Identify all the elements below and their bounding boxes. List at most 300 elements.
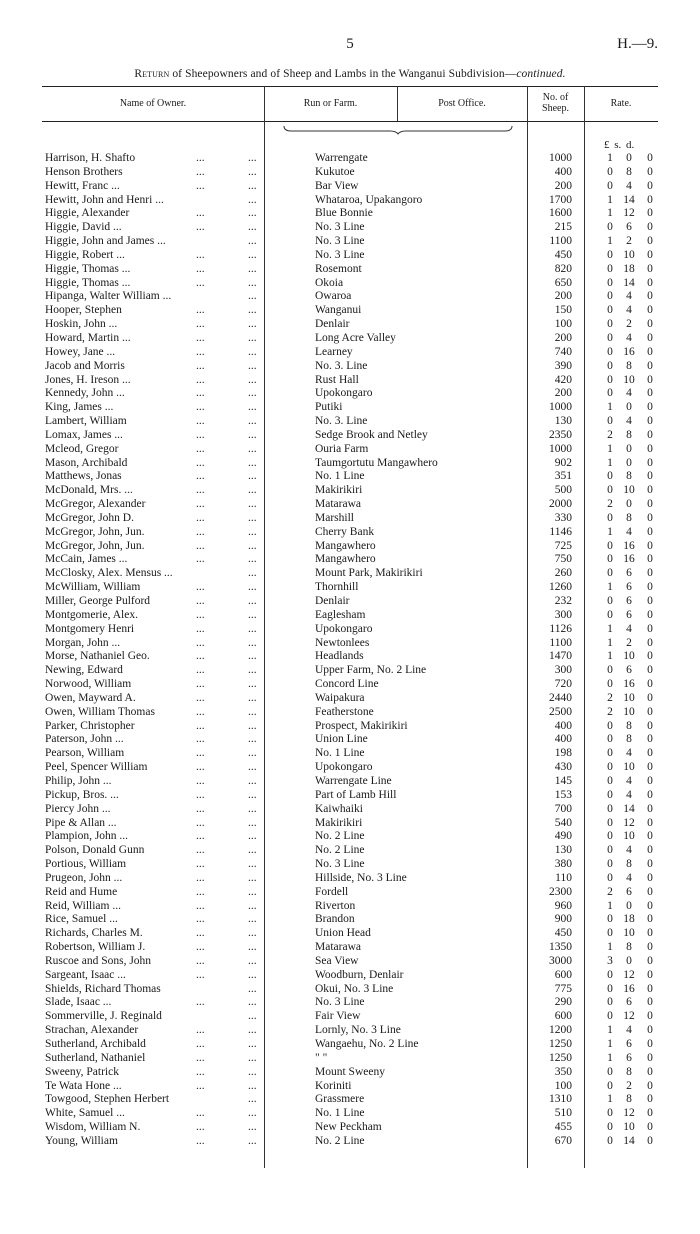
sheep-count: 430 [554, 761, 572, 774]
leader-dots: ... [248, 650, 257, 663]
sheep-count: 215 [554, 221, 572, 234]
header-name-of-owner: Name of Owner. [119, 98, 187, 109]
rate-pounds: 0 [607, 262, 613, 275]
run-or-farm: No. 3 Line [315, 858, 365, 871]
rate-pounds: 0 [607, 304, 613, 317]
leader-dots: ... [196, 276, 205, 289]
owner-name: Richards, Charles M. [45, 927, 143, 940]
owner-name: Portious, William [45, 858, 127, 871]
table-row [0, 318, 700, 332]
rate-pence: 0 [647, 207, 653, 220]
title-smallcaps: Return [134, 68, 170, 80]
rate-shillings: 18 [623, 262, 635, 275]
rate-pence: 0 [647, 774, 653, 787]
run-or-farm: Warrengate [315, 152, 368, 164]
table-row [0, 290, 700, 304]
run-or-farm: No. 1 Line [315, 747, 365, 760]
rate-pounds: 0 [607, 179, 613, 192]
rate-shillings: 4 [626, 622, 632, 635]
rate-shillings: 0 [626, 456, 632, 469]
sheep-count: 200 [554, 387, 572, 400]
table-row [0, 429, 700, 443]
sheep-count: 1100 [549, 636, 572, 649]
leader-dots: ... [248, 331, 257, 344]
leader-dots: ... [196, 1051, 205, 1064]
owner-name: Sargeant, Isaac ... [45, 968, 126, 981]
rate-shillings: 0 [626, 152, 632, 164]
run-or-farm: No. 1 Line [315, 470, 365, 483]
sheep-count: 198 [554, 747, 572, 760]
rate-pounds: 1 [607, 456, 613, 469]
table-row [0, 180, 700, 194]
owner-name: Higgie, John and James ... [45, 235, 166, 248]
sheep-count: 725 [554, 539, 572, 552]
table-row [0, 844, 700, 858]
owner-name: Plampion, John ... [45, 830, 129, 843]
leader-dots: ... [196, 719, 205, 732]
leader-dots: ... [196, 788, 205, 801]
rate-pounds: 1 [607, 581, 613, 594]
table-row [0, 789, 700, 803]
leader-dots: ... [248, 193, 257, 206]
header-bottom-rule [42, 121, 658, 122]
rate-pence: 0 [647, 304, 653, 317]
run-or-farm: No. 3 Line [315, 221, 365, 234]
sheep-count: 1350 [549, 941, 572, 954]
leader-dots: ... [196, 636, 205, 649]
header-top-rule [42, 86, 658, 87]
leader-dots: ... [196, 221, 205, 234]
rate-pence: 0 [647, 941, 653, 954]
leader-dots: ... [248, 719, 257, 732]
rate-pounds: 0 [607, 774, 613, 787]
rate-shillings: 12 [623, 1010, 635, 1023]
owner-name: Slade, Isaac ... [45, 996, 112, 1009]
sheep-count: 200 [554, 290, 572, 303]
leader-dots: ... [248, 941, 257, 954]
table-row [0, 1024, 700, 1038]
leader-dots: ... [248, 664, 257, 677]
sheep-count: 260 [554, 567, 572, 580]
leader-dots: ... [196, 525, 205, 538]
rate-pounds: 0 [607, 1134, 613, 1147]
rate-pence: 0 [647, 913, 653, 926]
leader-dots: ... [196, 415, 205, 428]
rate-pence: 0 [647, 373, 653, 386]
run-or-farm: No. 2 Line [315, 1134, 365, 1147]
run-or-farm: No. 3 Line [315, 248, 365, 261]
leader-dots: ... [248, 968, 257, 981]
sheep-count: 490 [554, 830, 572, 843]
rate-shillings: 16 [623, 678, 635, 691]
owner-name: Higgie, David ... [45, 221, 122, 234]
run-or-farm: Upokongaro [315, 761, 373, 774]
sheep-count: 750 [554, 553, 572, 566]
table-row [0, 332, 700, 346]
run-or-farm: Prospect, Makirikiri [315, 719, 408, 732]
rate-pounds: 0 [607, 221, 613, 234]
sheep-count: 700 [554, 802, 572, 815]
table-row [0, 235, 700, 249]
owner-name: Hewitt, Franc ... [45, 179, 120, 192]
rate-pence: 0 [647, 788, 653, 801]
sheep-count: 100 [554, 1079, 572, 1092]
sheep-count: 1260 [549, 581, 572, 594]
owner-name: White, Samuel ... [45, 1107, 125, 1120]
owner-name: Jones, H. Ireson ... [45, 373, 131, 386]
rate-pounds: 0 [607, 511, 613, 524]
leader-dots: ... [196, 899, 205, 912]
rate-pence: 0 [647, 871, 653, 884]
unit-pounds: £ [604, 139, 610, 151]
run-or-farm: No. 1 Line [315, 1107, 365, 1120]
rate-pounds: 1 [607, 899, 613, 912]
leader-dots: ... [196, 608, 205, 621]
rate-shillings: 8 [626, 1093, 632, 1106]
rate-pence: 0 [647, 442, 653, 455]
owner-name: Sommerville, J. Reginald [45, 1010, 162, 1023]
sheep-count: 420 [554, 373, 572, 386]
rate-pounds: 0 [607, 345, 613, 358]
leader-dots: ... [248, 373, 257, 386]
rate-pounds: 0 [607, 1065, 613, 1078]
rate-pounds: 0 [607, 415, 613, 428]
leader-dots: ... [196, 996, 205, 1009]
rate-pence: 0 [647, 456, 653, 469]
sheep-count: 400 [554, 719, 572, 732]
leader-dots: ... [196, 747, 205, 760]
table-row [0, 983, 700, 997]
rate-pence: 0 [647, 816, 653, 829]
rate-shillings: 16 [623, 539, 635, 552]
leader-dots: ... [196, 885, 205, 898]
table-row [0, 1038, 700, 1052]
owner-name: Te Wata Hone ... [45, 1079, 122, 1092]
rate-shillings: 8 [626, 470, 632, 483]
table-row [0, 969, 700, 983]
run-or-farm: Union Head [315, 927, 371, 940]
leader-dots: ... [248, 927, 257, 940]
rate-shillings: 16 [623, 553, 635, 566]
leader-dots: ... [248, 622, 257, 635]
owner-name: Mcleod, Gregor [45, 442, 119, 455]
rate-pounds: 0 [607, 664, 613, 677]
rate-shillings: 0 [626, 401, 632, 414]
unit-pence: d. [626, 139, 635, 151]
leader-dots: ... [248, 553, 257, 566]
run-or-farm: Koriniti [315, 1079, 352, 1092]
sheep-count: 350 [554, 1065, 572, 1078]
run-or-farm: Denlair [315, 595, 350, 607]
run-or-farm: Learney [315, 345, 353, 358]
leader-dots: ... [248, 595, 257, 607]
owner-name: Montgomery Henri [45, 622, 135, 635]
sheep-count: 200 [554, 331, 572, 344]
sheep-count: 1310 [549, 1093, 572, 1106]
rate-pounds: 0 [607, 318, 613, 331]
rate-pence: 0 [647, 705, 653, 718]
leader-dots: ... [248, 802, 257, 815]
leader-dots: ... [248, 359, 257, 372]
rate-shillings: 14 [623, 1134, 635, 1147]
header-rate: Rate. [610, 98, 632, 109]
leader-dots: ... [248, 844, 257, 857]
rate-pence: 0 [647, 719, 653, 732]
sheep-count: 300 [554, 664, 572, 677]
rate-pounds: 0 [607, 553, 613, 566]
rate-pence: 0 [647, 996, 653, 1009]
owner-name: Kennedy, John ... [45, 387, 125, 400]
run-or-farm: Cherry Bank [315, 525, 375, 538]
rate-pence: 0 [647, 1038, 653, 1050]
rate-pounds: 1 [607, 1038, 613, 1050]
header-post-office: Post Office. [438, 98, 486, 109]
run-or-farm: Kukutoe [315, 165, 355, 178]
sheep-count: 902 [554, 456, 572, 469]
header-sheep-line1: No. of [542, 92, 569, 103]
sheep-count: 400 [554, 733, 572, 746]
rate-units [604, 139, 634, 151]
rate-shillings: 8 [626, 719, 632, 732]
rate-pence: 0 [647, 484, 653, 497]
run-or-farm: Okui, No. 3 Line [315, 982, 394, 995]
run-or-farm: Featherstone [315, 705, 374, 718]
owner-name: Paterson, John ... [45, 733, 124, 746]
table-row [0, 1080, 700, 1094]
rate-shillings: 2 [626, 636, 632, 649]
document-title [0, 68, 700, 80]
owner-name: Norwood, William [45, 678, 132, 691]
owner-name: Lambert, William [45, 415, 127, 428]
rate-pence: 0 [647, 248, 653, 261]
leader-dots: ... [248, 1010, 257, 1023]
sheep-count: 740 [554, 345, 572, 358]
rate-pence: 0 [647, 1010, 653, 1023]
rate-pence: 0 [647, 428, 653, 441]
rate-pence: 0 [647, 1024, 653, 1037]
leader-dots: ... [196, 927, 205, 940]
run-or-farm: Lornly, No. 3 Line [315, 1024, 401, 1037]
leader-dots: ... [196, 401, 205, 414]
leader-dots: ... [196, 664, 205, 677]
owner-name: Owen, William Thomas [45, 705, 155, 718]
sheep-count: 1000 [549, 442, 572, 455]
sheep-count: 900 [554, 913, 572, 926]
run-or-farm: Rosemont [315, 262, 362, 275]
sheep-count: 600 [554, 968, 572, 981]
rate-shillings: 8 [626, 858, 632, 871]
owner-name: Montgomerie, Alex. [45, 608, 138, 621]
leader-dots: ... [248, 525, 257, 538]
rate-pence: 0 [647, 650, 653, 663]
sheep-count: 1470 [549, 650, 572, 663]
owner-name: Morse, Nathaniel Geo. [45, 650, 150, 663]
rate-pounds: 0 [607, 484, 613, 497]
run-or-farm: Wangaehu, No. 2 Line [315, 1038, 419, 1050]
header-sheep-line2: Sheep. [542, 103, 569, 114]
owner-name: Henson Brothers [45, 165, 123, 178]
sheep-count: 130 [554, 844, 572, 857]
owner-name: Young, William [45, 1134, 118, 1147]
rate-pence: 0 [647, 927, 653, 940]
table-row [0, 166, 700, 180]
leader-dots: ... [196, 304, 205, 317]
run-or-farm: Makirikiri [315, 816, 363, 829]
owner-name: Pickup, Bros. ... [45, 788, 119, 801]
leader-dots: ... [248, 387, 257, 400]
rate-shillings: 8 [626, 1065, 632, 1078]
rate-pence: 0 [647, 1107, 653, 1120]
owner-name: Hoskin, John ... [45, 318, 118, 331]
leader-dots: ... [196, 207, 205, 220]
rate-shillings: 2 [626, 1079, 632, 1092]
owner-name: Ruscoe and Sons, John [45, 954, 152, 967]
rate-pence: 0 [647, 165, 653, 178]
rate-pence: 0 [647, 1134, 653, 1147]
owner-name: Newing, Edward [45, 664, 123, 677]
leader-dots: ... [248, 415, 257, 428]
leader-dots: ... [196, 539, 205, 552]
rate-pence: 0 [647, 595, 653, 607]
owner-name: McGregor, Alexander [45, 498, 146, 511]
owner-name: McGregor, John, Jun. [45, 525, 145, 538]
rate-pence: 0 [647, 567, 653, 580]
leader-dots: ... [248, 636, 257, 649]
sheep-count: 200 [554, 179, 572, 192]
rate-pence: 0 [647, 761, 653, 774]
leader-dots: ... [248, 179, 257, 192]
rate-pence: 0 [647, 982, 653, 995]
leader-dots: ... [196, 470, 205, 483]
owner-name: Higgie, Alexander [45, 207, 130, 220]
table-row [0, 678, 700, 692]
rate-shillings: 0 [626, 899, 632, 912]
rate-pence: 0 [647, 193, 653, 206]
rate-pounds: 0 [607, 996, 613, 1009]
table-row [0, 152, 700, 166]
leader-dots: ... [196, 428, 205, 441]
owner-table-body [0, 152, 700, 1149]
run-or-farm: Matarawa [315, 498, 361, 511]
table-row [0, 913, 700, 927]
rate-shillings: 10 [623, 1121, 635, 1134]
leader-dots: ... [196, 442, 205, 455]
owner-name: Howard, Martin ... [45, 331, 131, 344]
rate-pounds: 0 [607, 595, 613, 607]
rate-pounds: 0 [607, 608, 613, 621]
rate-pounds: 2 [607, 885, 613, 898]
rate-shillings: 4 [626, 1024, 632, 1037]
rate-pence: 0 [647, 844, 653, 857]
run-or-farm: Makirikiri [315, 484, 363, 497]
rate-pence: 0 [647, 1051, 653, 1064]
table-row [0, 415, 700, 429]
leader-dots: ... [248, 456, 257, 469]
leader-dots: ... [196, 954, 205, 967]
table-row [0, 664, 700, 678]
rate-shillings: 4 [626, 331, 632, 344]
rate-pence: 0 [647, 525, 653, 538]
leader-dots: ... [248, 1065, 257, 1078]
rate-pounds: 0 [607, 871, 613, 884]
leader-dots: ... [196, 387, 205, 400]
table-row [0, 775, 700, 789]
rate-pounds: 0 [607, 858, 613, 871]
leader-dots: ... [248, 539, 257, 552]
leader-dots: ... [196, 262, 205, 275]
sheep-count: 2350 [549, 428, 572, 441]
rate-shillings: 16 [623, 982, 635, 995]
owner-name: Reid, William ... [45, 899, 121, 912]
leader-dots: ... [196, 456, 205, 469]
run-or-farm: Thornhill [315, 581, 359, 594]
leader-dots: ... [248, 885, 257, 898]
sheep-count: 330 [554, 511, 572, 524]
leader-dots: ... [248, 691, 257, 704]
sheep-count: 390 [554, 359, 572, 372]
leader-dots: ... [248, 276, 257, 289]
leader-dots: ... [248, 747, 257, 760]
run-or-farm: No. 3. Line [315, 359, 368, 372]
rate-pence: 0 [647, 415, 653, 428]
owner-name: McDonald, Mrs. ... [45, 484, 133, 497]
leader-dots: ... [196, 179, 205, 192]
owner-name: Philip, John ... [45, 774, 112, 787]
leader-dots: ... [196, 816, 205, 829]
leader-dots: ... [196, 622, 205, 635]
rate-pounds: 0 [607, 733, 613, 746]
rate-pence: 0 [647, 511, 653, 524]
rate-shillings: 8 [626, 359, 632, 372]
leader-dots: ... [196, 318, 205, 331]
leader-dots: ... [196, 802, 205, 815]
run-or-farm: Taumgortutu Mangawhero [315, 456, 438, 469]
rate-pounds: 0 [607, 165, 613, 178]
sheep-count: 510 [554, 1107, 572, 1120]
rate-shillings: 8 [626, 733, 632, 746]
leader-dots: ... [196, 733, 205, 746]
table-row [0, 1010, 700, 1024]
rate-shillings: 4 [626, 525, 632, 538]
leader-dots: ... [248, 221, 257, 234]
owner-name: Prugeon, John ... [45, 871, 123, 884]
rate-pounds: 0 [607, 830, 613, 843]
table-row [0, 941, 700, 955]
owner-name: Shields, Richard Thomas [45, 982, 161, 995]
run-or-farm: Denlair [315, 318, 350, 331]
rate-shillings: 4 [626, 415, 632, 428]
owner-name: Sutherland, Archibald [45, 1038, 146, 1050]
rate-shillings: 18 [623, 913, 635, 926]
rate-pounds: 2 [607, 705, 613, 718]
leader-dots: ... [248, 1093, 257, 1106]
sheep-count: 1000 [549, 401, 572, 414]
owner-name: Matthews, Jonas [45, 470, 122, 483]
rate-shillings: 0 [626, 498, 632, 511]
run-or-farm: Sedge Brook and Netley [315, 428, 428, 441]
owner-name: Robertson, William J. [45, 941, 146, 954]
leader-dots: ... [248, 345, 257, 358]
rate-pence: 0 [647, 622, 653, 635]
table-row [0, 540, 700, 554]
run-or-farm: Upokongaro [315, 387, 373, 400]
owner-name: Higgie, Thomas ... [45, 276, 131, 289]
table-row [0, 457, 700, 471]
table-row [0, 803, 700, 817]
sheep-count: 450 [554, 248, 572, 261]
run-or-farm: Mangawhero [315, 553, 376, 566]
sheep-count: 130 [554, 415, 572, 428]
